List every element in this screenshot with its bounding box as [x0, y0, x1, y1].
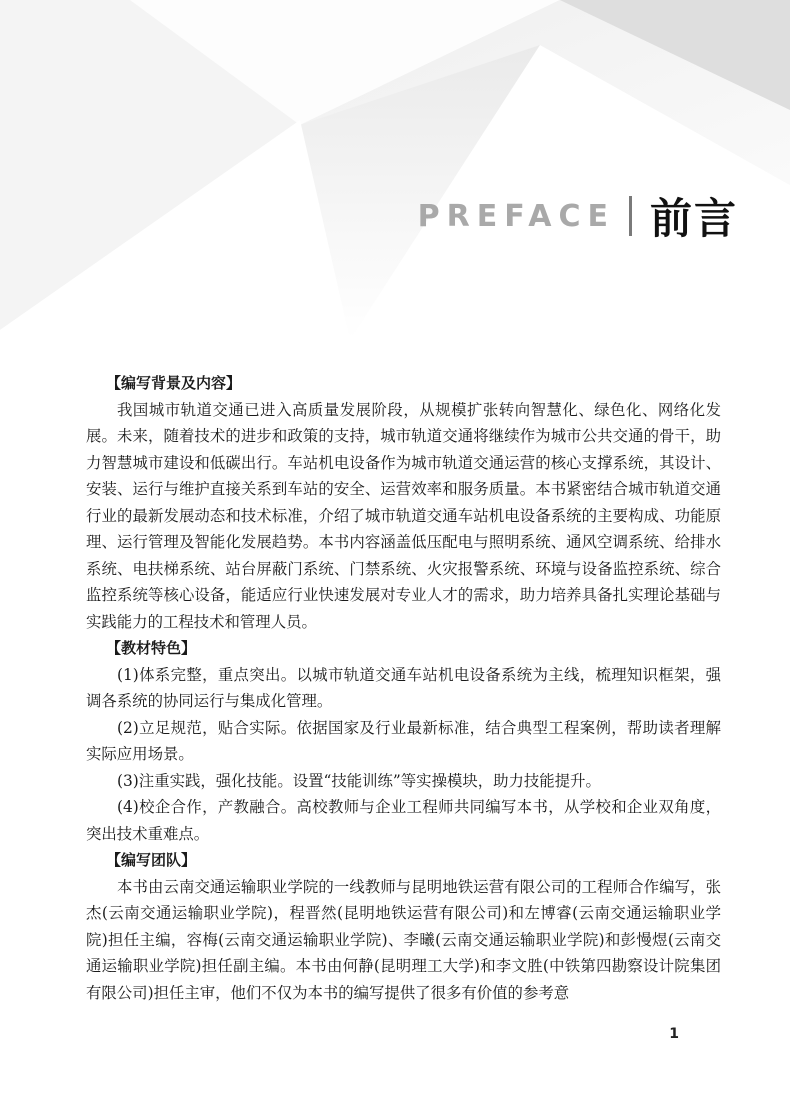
page-header — [418, 186, 738, 246]
paragraph-feature-3: (3)注重实践，强化技能。设置“技能训练”等实操模块，助力技能提升。 — [117, 771, 601, 790]
paragraph-background: 我国城市轨道交通已进入高质量发展阶段，从规模扩张转向智慧化、绿色化、网络化发展。未来，随着技术的进步和政策的支持，城市轨道交通将继续作为城市公共交通的骨干，助力智慧城市建设和低碳出行。车站机电设备作为城市轨道交通运营的核心支撑系统，其设计、安装、运行与维护直接关系到车站的安全、运营效率和服务质量。本书紧密结合城市轨道交通行业的最新发展动态和技术标准，介绍了城市轨道交通车站机电设备系统的主要构成、功能原理、运行管理及智能化发展趋势。本书内容涵盖低压配电与照明系统、通风空调系统、给排水系统、电扶梯系统、站台屏蔽门系统、门禁系统、火灾报警系统、环境与设备监控系统、综合监控系统等核心设备，能适应行业快速发展对专业人才的需求，助力培养具备扎实理论基础与实践能力的工程技术和管理人员。 — [86, 400, 721, 631]
page-number: 1 — [669, 1026, 679, 1042]
paragraph-feature-4: (4)校企合作，产教融合。高校教师与企业工程师共同编写本书，从学校和企业双角度，突出技术重难点。 — [86, 798, 721, 843]
paragraph-feature-2: (2)立足规范，贴合实际。依据国家及行业最新标准，结合典型工程案例，帮助读者理解实际应用场景。 — [86, 718, 721, 763]
title-divider — [629, 196, 632, 236]
section-title-background: 【编写背景及内容】 — [106, 374, 242, 392]
preface-chinese-title: 前言 — [649, 194, 738, 243]
header-background — [0, 0, 790, 340]
paragraph-feature-1: (1)体系完整，重点突出。以城市轨道交通车站机电设备系统为主线，梳理知识框架，强调各系统的协同运行与集成化管理。 — [86, 665, 721, 710]
section-title-features: 【教材特色】 — [106, 639, 197, 657]
preface-body — [86, 370, 721, 1006]
geometric-background-shapes — [0, 0, 790, 340]
preface-english-title: PREFACE — [417, 198, 615, 234]
paragraph-team: 本书由云南交通运输职业学院的一线教师与昆明地铁运营有限公司的工程师合作编写，张杰(云南交通运输职业学院)，程晋然(昆明地铁运营有限公司)和左博睿(云南交通运输职业学院)担任主编，容梅(云南交通运输职业学院)、李曦(云南交通运输职业学院)和彭慢煜(云南交通运输职业学院)担任副主编。本书由何静(昆明理工大学)和李文胜(中铁第四勘察设计院集团有限公司)担任主审，他们不仅为本书的编写提供了很多有价值的参考意 — [86, 877, 721, 1002]
section-title-team: 【编写团队】 — [106, 851, 197, 869]
